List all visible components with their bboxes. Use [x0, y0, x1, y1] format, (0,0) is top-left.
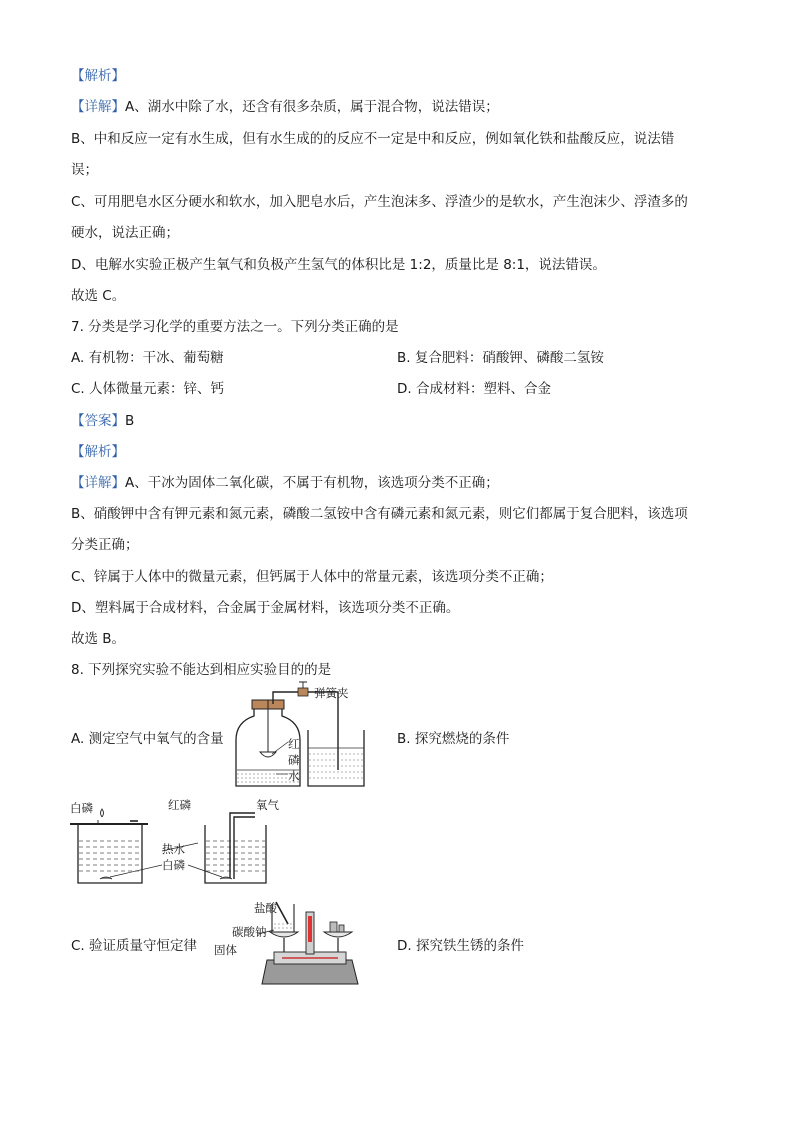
label-water: 水: [288, 769, 300, 783]
answer-tag: 【答案】: [71, 413, 125, 429]
detail-line: C、可用肥皂水区分硬水和软水，加入肥皂水后，产生泡沫多、浮渣少的是软水，产生泡沫少、浮渣多的: [71, 194, 688, 210]
figure-a-oxygen-apparatus: [228, 682, 368, 794]
option-b: B. 探究燃烧的条件: [397, 731, 510, 747]
option-b: B. 复合肥料：硝酸钾、磷酸二氢铵: [397, 350, 604, 366]
conclusion: 故选 C。: [71, 288, 126, 304]
label-clamp: 弹簧夹: [314, 686, 349, 700]
figure-c-balance-apparatus: [212, 898, 362, 990]
label-white-p-top: 白磷: [70, 801, 93, 815]
detail-line: 误；: [71, 162, 98, 178]
label-red-p2: 磷: [288, 753, 300, 767]
option-a: A. 测定空气中氧气的含量: [71, 731, 224, 747]
detail-line: 分类正确；: [71, 537, 139, 553]
analysis-tag: 【解析】: [71, 68, 125, 84]
analysis-tag: 【解析】: [71, 444, 125, 460]
option-d: D. 合成材料：塑料、合金: [397, 381, 551, 397]
detail-line: C、锌属于人体中的微量元素，但钙属于人体中的常量元素，该选项分类不正确；: [71, 569, 553, 585]
label-red-p1: 红: [288, 737, 300, 751]
detail-line: 【详解】A、湖水中除了水，还含有很多杂质，属于混合物，说法错误；: [71, 99, 499, 115]
option-d: D. 探究铁生锈的条件: [397, 938, 524, 954]
label-red-p: 红磷: [168, 798, 191, 812]
detail-tag: 【详解】: [71, 99, 125, 115]
label-hcl: 盐酸: [254, 901, 277, 915]
detail-line: B、中和反应一定有水生成，但有水生成的的反应不一定是中和反应，例如氧化铁和盐酸反应，说法错: [71, 131, 675, 147]
detail-line: B、硝酸钾中含有钾元素和氮元素，磷酸二氢铵中含有磷元素和氮元素，则它们都属于复合肥料，该选项: [71, 506, 688, 522]
option-c: C. 人体微量元素：锌、钙: [71, 381, 225, 397]
detail-tag: 【详解】: [71, 475, 125, 491]
option-c: C. 验证质量守恒定律: [71, 938, 198, 954]
label-hot-water: 热水: [162, 842, 185, 856]
label-solid: 固体: [214, 943, 237, 957]
figure-b-combustion-apparatus: [70, 795, 300, 887]
question-stem: 8. 下列探究实验不能达到相应实验目的的是: [71, 662, 332, 678]
answer-line: [71, 412, 134, 430]
detail-line: D、电解水实验正极产生氧气和负极产生氢气的体积比是 1:2，质量比是 8:1，说法错误。: [71, 257, 606, 273]
detail-line: 【详解】A、干冰为固体二氧化碳，不属于有机物，该选项分类不正确；: [71, 475, 499, 491]
detail-line: D、塑料属于合成材料，合金属于金属材料，该选项分类不正确。: [71, 600, 460, 616]
label-na2co3: 碳酸钠: [232, 925, 267, 939]
detail-line: 硬水，说法正确；: [71, 225, 179, 241]
question-stem: 7. 分类是学习化学的重要方法之一。下列分类正确的是: [71, 319, 399, 335]
answer-value: B: [125, 413, 135, 429]
conclusion: 故选 B。: [71, 631, 126, 647]
label-oxygen: 氧气: [256, 798, 279, 812]
label-white-p-bottom: 白磷: [162, 858, 185, 872]
option-a: A. 有机物：干冰、葡萄糖: [71, 350, 224, 366]
